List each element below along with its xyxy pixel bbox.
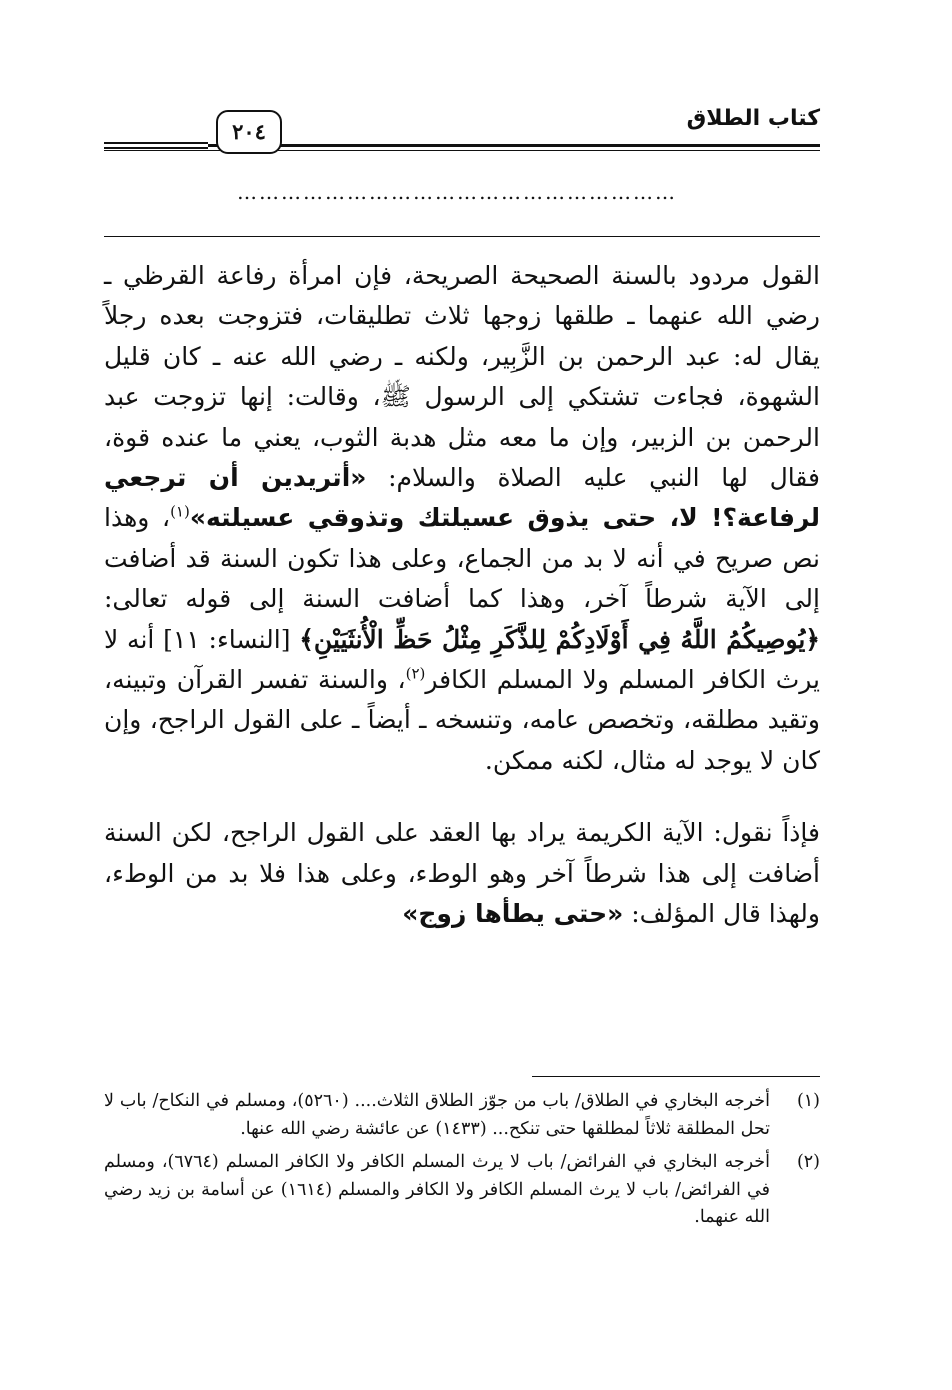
book-title: كتاب الطلاق xyxy=(679,106,820,131)
paragraph-1-citation: [النساء: ١١] أنه لا يرث الكافر المسلم ولا المسلم الكافر xyxy=(104,624,820,695)
page-number-ornament xyxy=(104,110,290,154)
footnote-2 xyxy=(104,1149,820,1232)
hadith-quote: «أتريدين أن ترجعي لرفاعة؟! لا، حتى يذوق عسيلتك وتذوقي عسيلته» xyxy=(104,463,820,533)
footnote-text: أخرجه البخاري في الفرائض/ باب لا يرث المسلم الكافر ولا الكافر المسلم (٦٧٦٤)، ومسلم في الفرائض/ باب لا يرث المسلم الكافر ولا الكافر والمسلم (١٦١٤) عن أسامة بن زيد رضي الله عنهما. xyxy=(104,1152,770,1227)
paragraph-1-end: ، والسنة تفسر القرآن وتبينه، وتقيد مطلقه، وتخصص عامه، وتنسخه ـ أيضاً ـ على القول الراجح، وإن كان لا يوجد له مثال، لكنه ممكن. xyxy=(104,665,820,775)
footnote-number: (٢) xyxy=(796,1152,820,1172)
footnote-number: (١) xyxy=(796,1091,820,1111)
paragraph-1-text: القول مردود بالسنة الصحيحة الصريحة، فإن امرأة رفاعة القرظي ـ رضي الله عنهما ـ طلقها زوجها ثلاث تطليقات، فتزوجت بعده رجلاً يقال له: عبد الرحمن بن الزَّبِير، ولكنه ـ رضي الله عنه ـ كان قليل الشهوة، فجاءت تشتكي إلى الرسول ﷺ، وقالت: إنها تزوجت عبد الرحمن بن الزبير، وإن ما معه مثل هدبة الثوب، يعني ما عنده قوة، فقال لها النبي عليه الصلاة والسلام: xyxy=(104,261,821,493)
continuation-dots: …………………………………………………… xyxy=(237,180,677,204)
paragraph-2-text: فإذاً نقول: الآية الكريمة يراد بها العقد على القول الراجح، لكن السنة أضافت إلى هذا شرطاً آخر وهو الوطء، وعلى هذا فلا بد من الوطء، ولهذا قال المؤلف: xyxy=(104,818,820,929)
page-number-dash xyxy=(104,138,208,148)
quran-verse: ﴿يُوصِيكُمُ اللَّهُ فِي أَوْلَادِكُمْ لِلذَّكَرِ مِثْلُ حَظِّ الْأُنثَيَيْنِ﴾ xyxy=(299,624,820,654)
section-rule xyxy=(104,236,820,237)
footnote-ref-2: (٢) xyxy=(405,664,426,683)
author-quote: «حتى يطأها زوج» xyxy=(402,899,624,929)
paragraph-1-continued: ، وهذا نص صريح في أنه لا بد من الجماع، وعلى هذا تكون السنة قد أضافت إلى الآية شرطاً آخر، وهذا كما أضافت السنة إلى قوله تعالى: xyxy=(104,503,820,614)
footnotes xyxy=(104,1088,820,1238)
footnote-text: أخرجه البخاري في الطلاق/ باب من جوّز الطلاق الثلاث.... (٥٢٦٠)، ومسلم في النكاح/ باب لا تحل المطلقة ثلاثاً لمطلقها حتى تنكح... (١٤٣٣) عن عائشة رضي الله عنها. xyxy=(104,1091,770,1139)
footnote-1 xyxy=(104,1088,820,1143)
page-header xyxy=(104,100,820,152)
main-text xyxy=(104,256,820,935)
footnote-rule xyxy=(532,1076,820,1077)
paragraph-2 xyxy=(104,813,820,934)
page-number: ٢٠٤ xyxy=(216,110,282,154)
paragraph-1 xyxy=(104,256,820,781)
footnote-ref-1: (١) xyxy=(170,503,190,522)
